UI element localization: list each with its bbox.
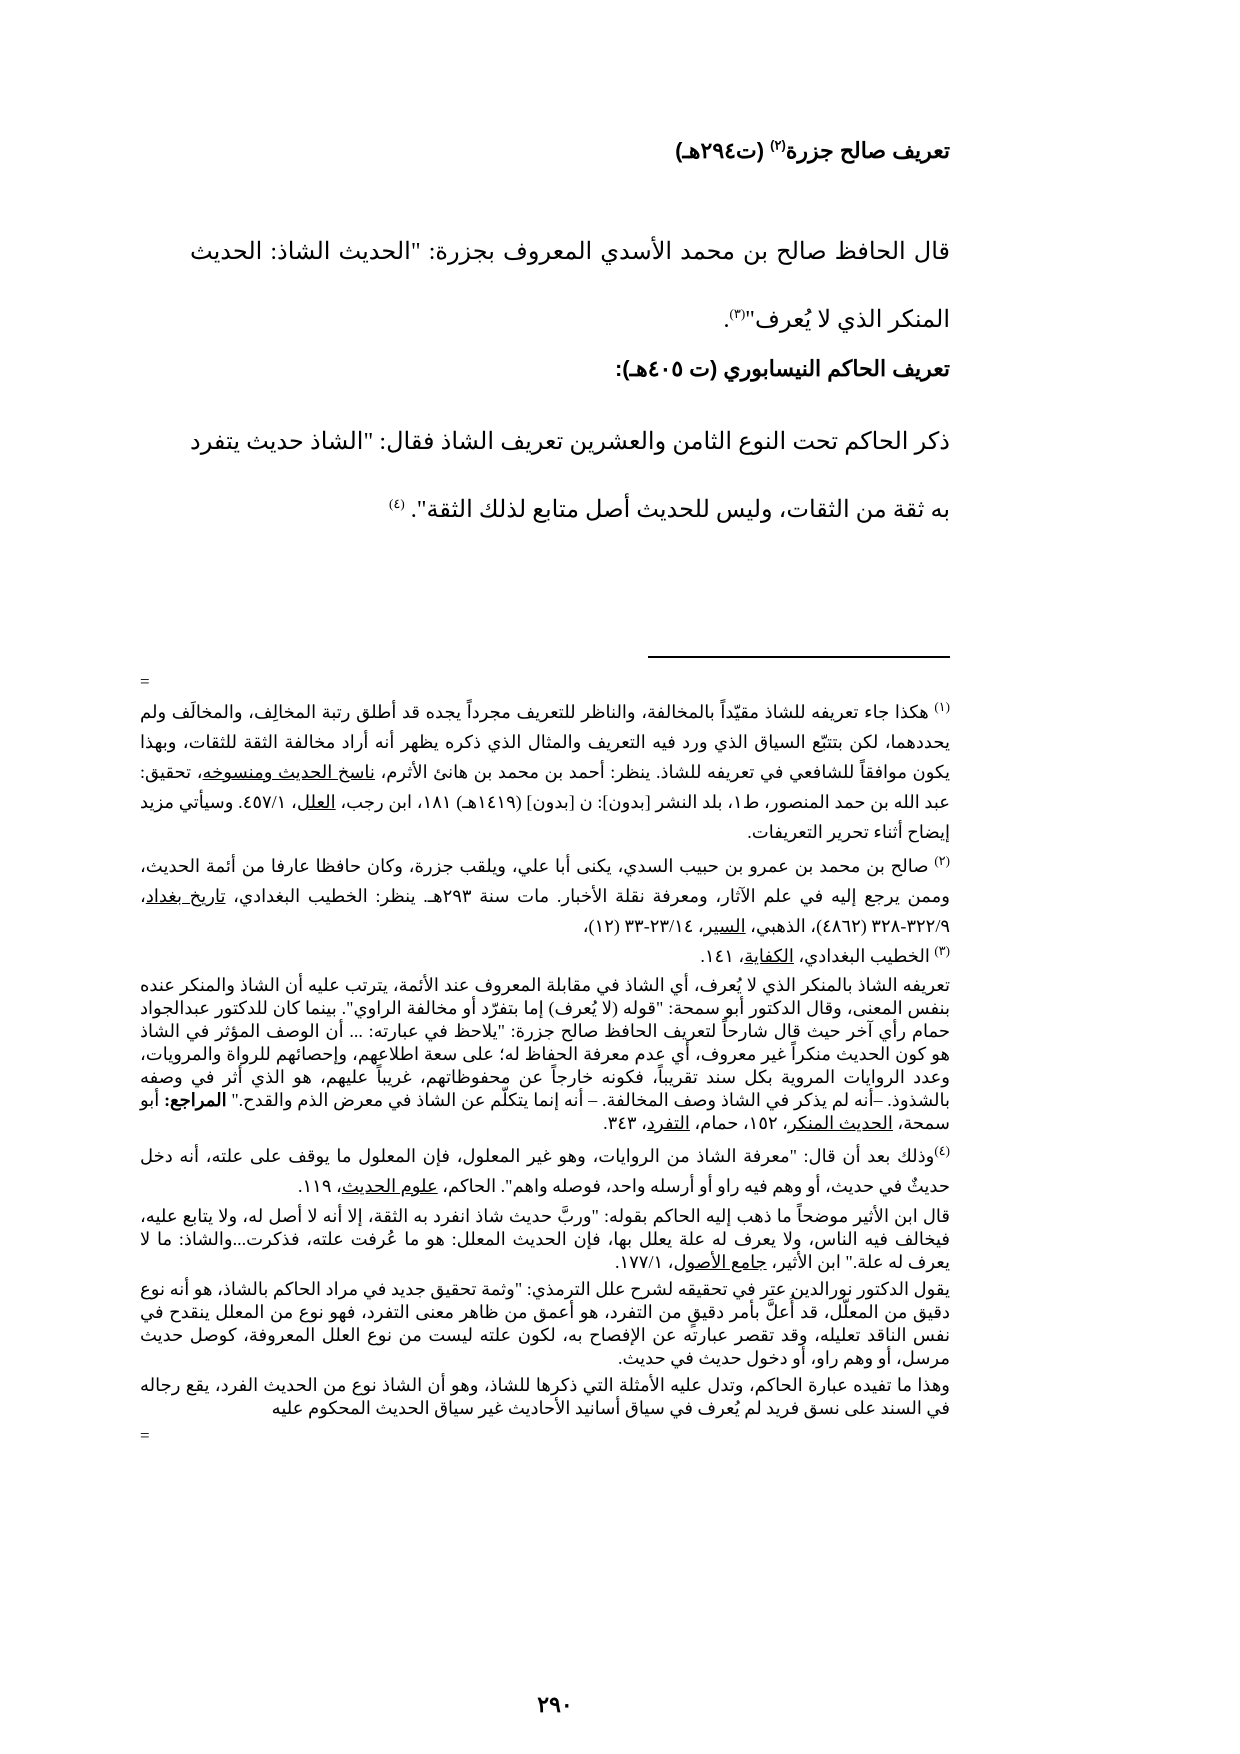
- book-title: العلل: [296, 792, 336, 812]
- footnote-text: ، ١٤١.: [700, 946, 745, 966]
- footnote-text: ، ١١٩.: [298, 1176, 342, 1196]
- footnote-text: ، ٤٥٧/١. وسيأتي مزيد إيضاح أثناء تحرير التعريفات.: [140, 792, 950, 842]
- footnote-text: ، تحقيق: عبد الله بن حمد المنصور، ط١، بلد النشر [بدون]: ن [بدون] (١٤١٩هـ) ١٨١، ابن رجب،: [140, 762, 951, 812]
- footnote-text: ، ٢٣/١٤-٣٣ (١٢)،: [582, 916, 704, 936]
- footnote-text: أبو سمحة،: [140, 1090, 950, 1133]
- footnote-text: قال ابن الأثير موضحاً ما ذهب إليه الحاكم بقوله: "وربَّ حديث شاذ انفرد به الثقة، إلا أنه لا أصل له، ولا يتابع عليه، فيخالف فيه الناس، ولا يعرف له علة يعلل بها، فإن الحديث المعلل: هو ما عُرفت علته، فذكرت...والشاذ: ما لا يعرف له علة." ابن الأثير،: [140, 1206, 950, 1272]
- section-heading-hakim: تعريف الحاكم النيسابوري (ت ٤٠٥هـ):: [614, 356, 950, 381]
- paragraph-saleh-jazara: [190, 218, 950, 354]
- footnote-4-paragraph-2: [140, 1205, 950, 1274]
- footnote-text: ، ١٧٧/١.: [614, 1252, 674, 1272]
- footnote-ref: (٣): [729, 306, 746, 321]
- book-title: علوم الحديث: [341, 1176, 438, 1196]
- footnote-ref: (٤): [389, 496, 405, 511]
- continuation-marker: =: [140, 672, 150, 691]
- section-heading-saleh-jazara: [250, 138, 950, 164]
- heading-text: تعريف صالح جزرة: [785, 138, 950, 163]
- footnote-text: تعريفه الشاذ بالمنكر الذي لا يُعرف، أي الشاذ في مقابلة المعروف عند الأئمة، يترتب عليه أن الشاذ والمنكر عنده بنفس المعنى، وقال الدكتور أبو سمحة: "قوله (لا يُعرف) إما بتفرّد أو مخالفة الراوي". بينما كان للدكتور عبدالجواد حمام رأي آخر حيث قال شارحاً لتعريف الحافظ صالح جزرة: "يلاحظ في عبارته: ... أن الوصف المؤثر في الشاذ هو كون الحديث منكراً غير معروف، أي عدم معرفة الحفاظ له؛ على سعة اطلاعهم، وإحصائهم للرواة والمرويات، وعدد الروايات المروية بكل سند تقريباً، فكونه خارجاً عن محفوظاتهم، غريباً عليهم، هو الذي أثر في وصفه بالشذوذ. –أنه لم يذكر في الشاذ وصف المخالفة. – أنه إنما يتكلّم عن الشاذ في معرض الذم والقدح.": [140, 975, 951, 1110]
- paragraph-end: .: [723, 307, 730, 333]
- book-title: السير: [703, 916, 746, 936]
- footnote-text: ، ٣٤٣.: [603, 1113, 647, 1133]
- paragraph-hakim: [190, 408, 950, 544]
- footnote-2: [140, 851, 950, 941]
- footnote-4: [140, 1141, 950, 1201]
- footnote-text: هكذا جاء تعريفه للشاذ مقيّداً بالمخالفة، والناظر للتعريف مجرداً يجده قد أطلق رتبة المخالِف، والمخالَف ولم يحددهما، لكن بتتبّع السياق الذي ورد فيه التعريف والمثال الذي ذكره يظهر أنه أراد مخالفة الثقة للثقات، وبهذا يكون موافقاً للشافعي في تعريفه للشاذ. ينظر: أحمد بن محمد بن هانئ الأثرم،: [140, 702, 950, 782]
- book-title: تاريخ بغداد: [145, 886, 226, 906]
- paragraph-text: قال الحافظ صالح بن محمد الأسدي المعروف بجزرة: "الحديث الشاذ: الحديث المنكر الذي لا يُعرف": [190, 239, 950, 333]
- footnote-text: وذلك بعد أن قال: "معرفة الشاذ من الروايات، وهو غير المعلول، فإن المعلول ما يوقف على علته، أنه دخل حديثٌ في حديث، أو وهم فيه راو أو أرسله واحد، فوصله واهم". الحاكم،: [140, 1146, 950, 1196]
- footnote-text: صالح بن محمد بن عمرو بن حبيب السدي، يكنى أبا علي، ويلقب جزرة، وكان حافظا عارفا من أئمة الحديث، وممن يرجع إليه في علم الآثار، ومعرفة نقلة الأخبار. مات سنة ٢٩٣هـ. ينظر: الخطيب البغدادي،: [140, 856, 950, 906]
- footnote-text: الخطيب البغدادي،: [793, 946, 935, 966]
- footnote-3-commentary: [140, 974, 950, 1135]
- book-title: الحديث المنكر: [787, 1113, 893, 1133]
- paragraph-text: ذكر الحاكم تحت النوع الثامن والعشرين تعريف الشاذ فقال: "الشاذ حديث يتفرد به ثقة من الثقات، وليس للحديث أصل متابع لذلك الثقة".: [190, 429, 950, 523]
- footnotes-section: [140, 670, 950, 1451]
- footnote-ref: (٢): [770, 137, 786, 153]
- heading-date: (ت٢٩٤هـ): [675, 138, 771, 163]
- footnote-4-paragraph-3: يقول الدكتور نورالدين عتر في تحقيقه لشرح علل الترمذي: "وثمة تحقيق جديد في مراد الحاكم بالشاذ، هو أنه نوع دقيق من المعلّل، قد أُعلَّ بأمر دقيقٍ من التفرد، هو أعمق من ظاهر معنى التفرد، فهو نوع من المعلل ينقدح في نفس الناقد تعليله، وقد تقصر عبارته عن الإفصاح به، لكون علته ليست من نوع العلل المعروفة، كوصل حديث مرسل، أو وهم راو، أو دخول حديث في حديث.: [140, 1279, 950, 1368]
- footnote-separator: [648, 656, 950, 658]
- page-number: ٢٩٠: [537, 1692, 573, 1717]
- book-title: الكفاية: [744, 946, 794, 966]
- footnote-number: (٤): [934, 1143, 950, 1158]
- footnote-text: ، ٣٢٢/٩-٣٢٨ (٤٨٦٢)، الذهبي،: [140, 886, 950, 936]
- references-label: المراجع:: [164, 1090, 227, 1110]
- footnote-number: (٢): [934, 853, 950, 868]
- book-title: التفرد: [646, 1113, 690, 1133]
- end-continuation-marker: =: [140, 1426, 150, 1445]
- book-title: ناسخ الحديث ومنسوخه: [202, 762, 375, 782]
- footnote-number: (٣): [934, 943, 950, 958]
- footnote-4-paragraph-4: وهذا ما تفيده عبارة الحاكم، وتدل عليه الأمثلة التي ذكرها للشاذ، وهو أن الشاذ نوع من الحديث الفرد، يقع رجاله في السند على نسق فريد لم يُعرف في سياق أسانيد الأحاديث غير سياق الحديث المحكوم عليه: [140, 1375, 950, 1418]
- book-title: جامع الأصول: [673, 1252, 767, 1272]
- footnote-text: ، ١٥٢، حمام،: [689, 1113, 788, 1133]
- footnote-3: [140, 945, 950, 968]
- footnote-number: (١): [934, 699, 950, 714]
- footnote-1: [140, 697, 950, 847]
